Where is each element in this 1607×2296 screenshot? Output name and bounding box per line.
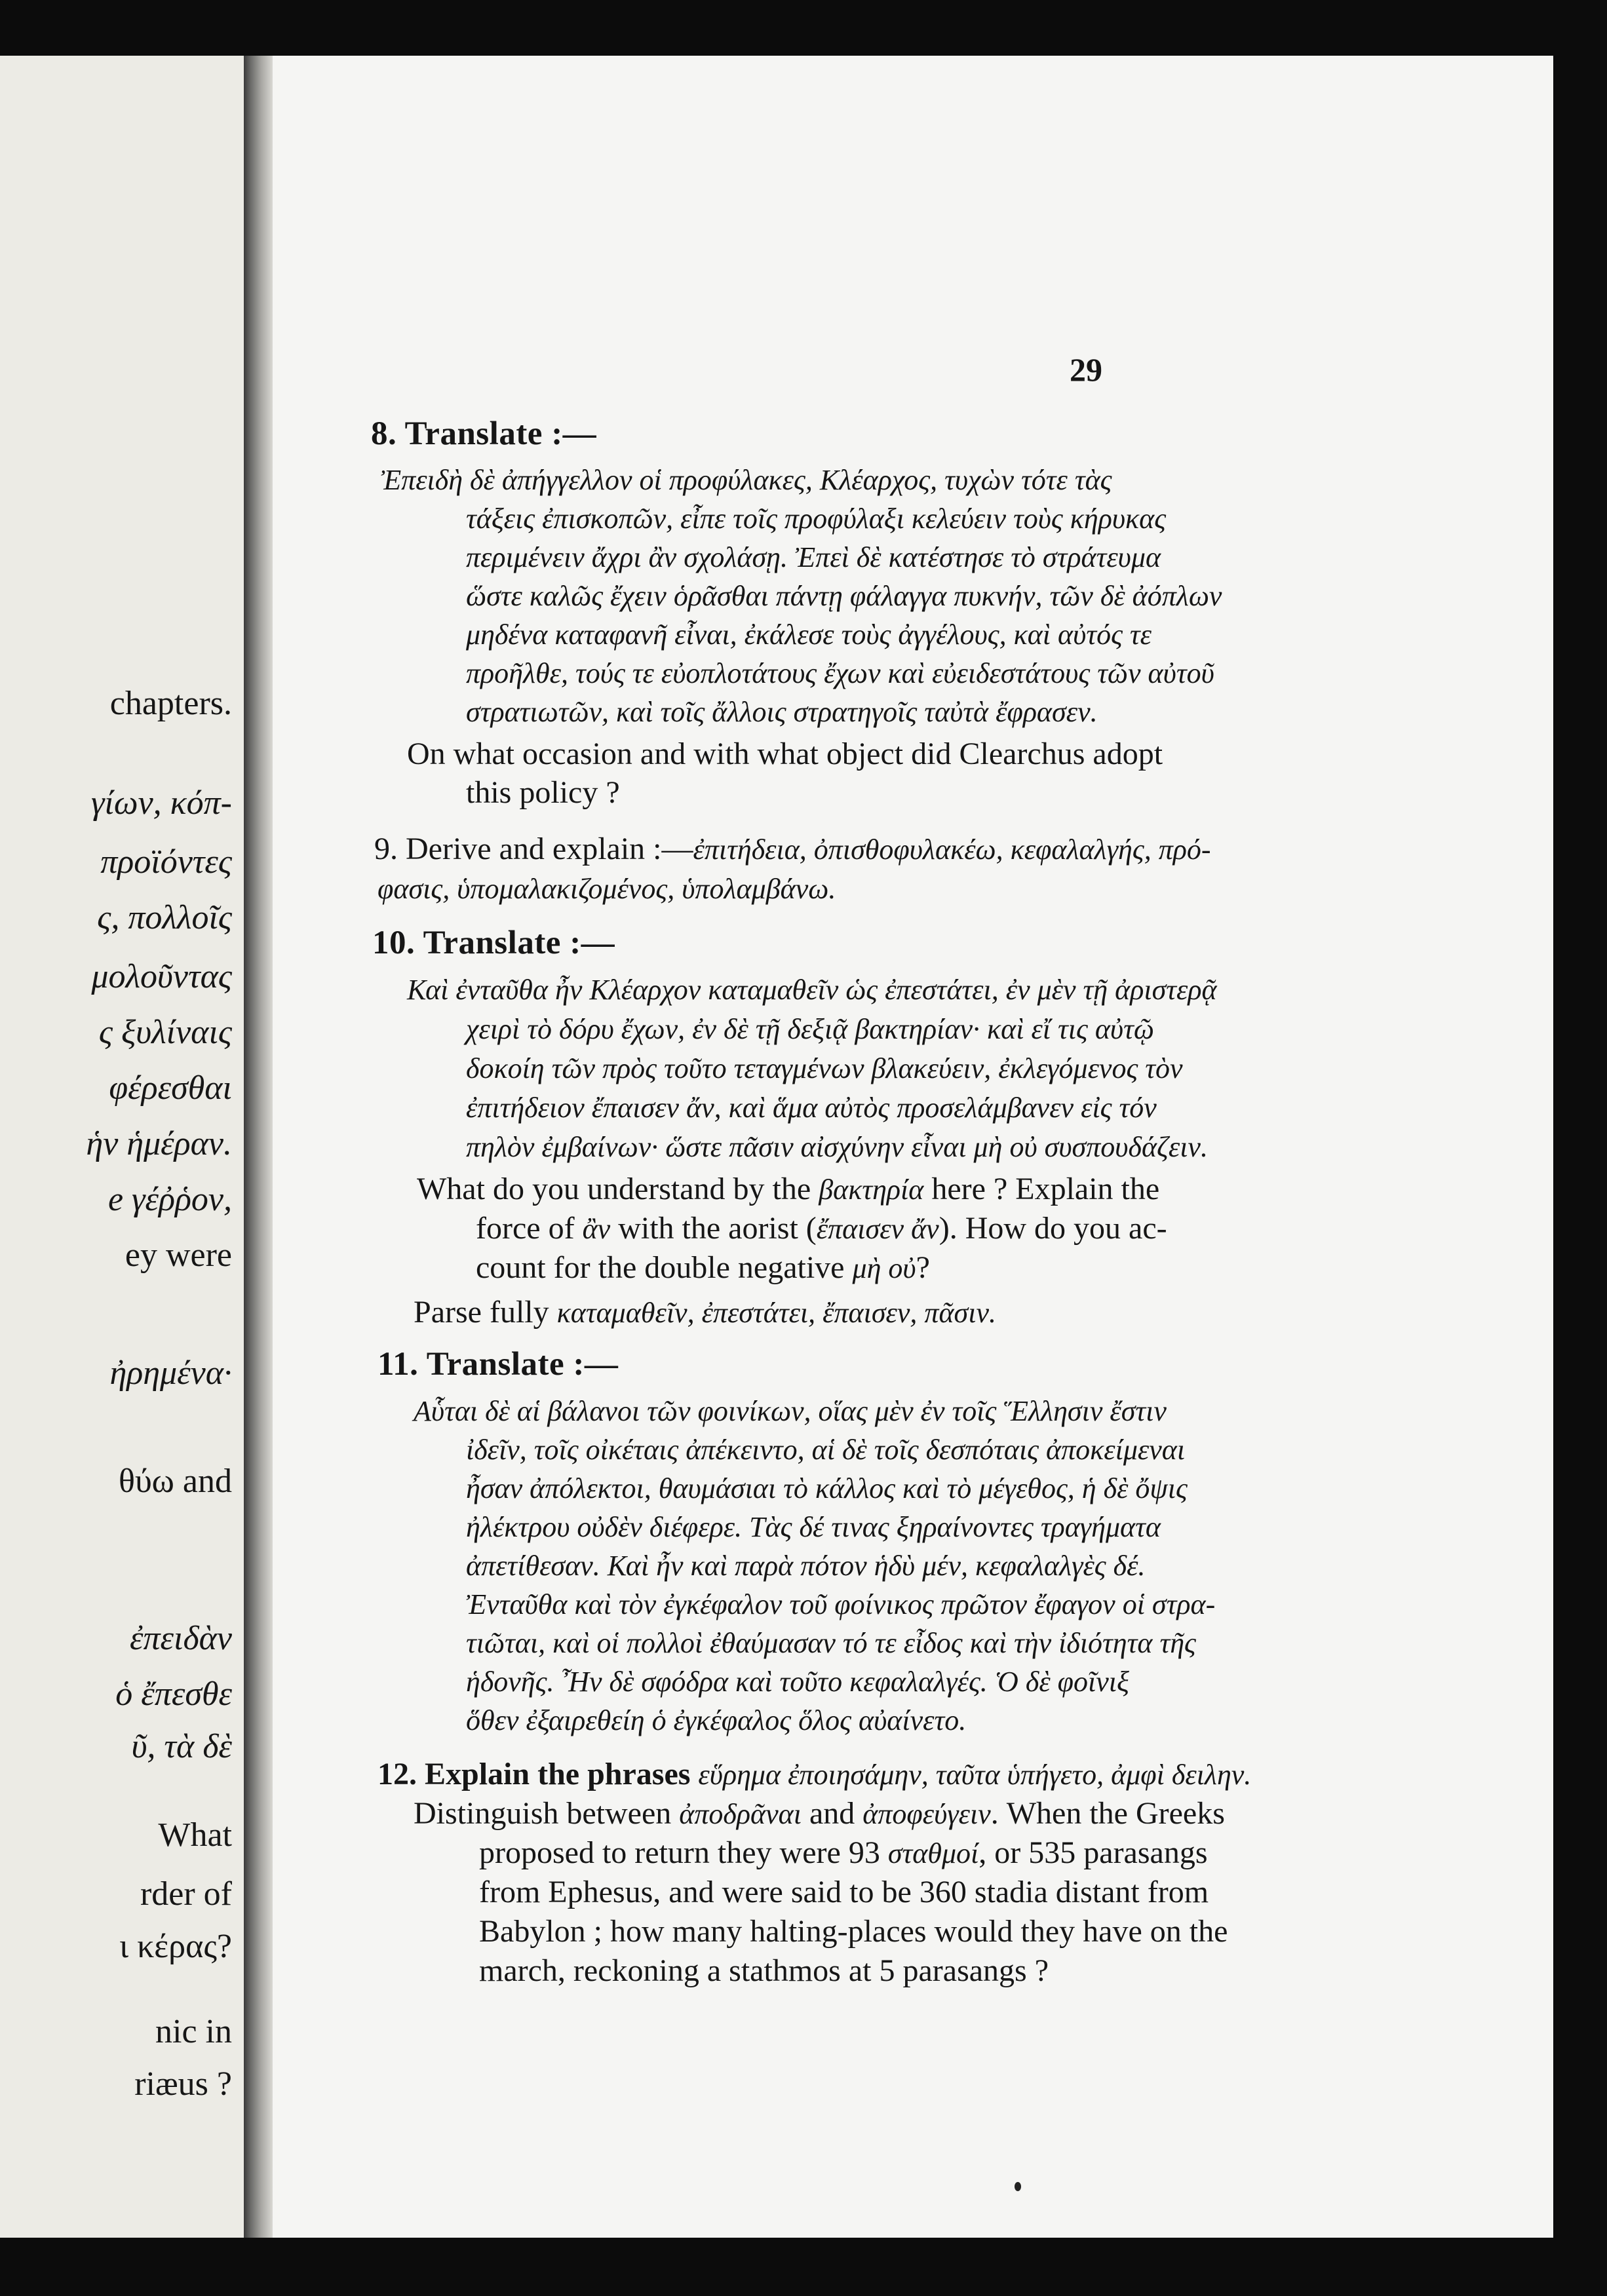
- q12-phrases: εὕρημα ἐποιησάμην, ταῦτα ὑπήγετο, ἀμφὶ δειλην.: [698, 1759, 1252, 1791]
- q10-text: Parse fully: [414, 1295, 557, 1330]
- left-fragment: chapters.: [109, 685, 232, 722]
- left-fragment: ι κέρας?: [119, 1928, 232, 1965]
- left-fragment: ey were: [125, 1236, 232, 1274]
- q9-lead: 9. Derive and explain :—: [374, 832, 693, 866]
- left-fragment: προϊόντες: [100, 843, 232, 881]
- q10-text: ). How do you ac-: [939, 1211, 1167, 1246]
- q11-greek-line: ὅθεν ἐξαιρεθείη ὁ ἐγκέφαλος ὅλος αὐαίνετο.: [466, 1704, 967, 1736]
- left-fragment: γίων, κόπ-: [90, 784, 232, 822]
- q11-greek-line: ἠλέκτρου οὐδὲν διέφερε. Τὰς δέ τινας ξηραίνοντες τραγήματα: [466, 1511, 1161, 1543]
- book-gutter: [244, 56, 273, 2238]
- q12-greek-term: σταθμοί: [887, 1837, 979, 1869]
- q8-greek-line: τάξεις ἐπισκοπῶν, εἶπε τοῖς προφύλαξι κελεύειν τοὺς κήρυκας: [466, 503, 1167, 535]
- q11-greek-line: τιῶται, καὶ οἱ πολλοὶ ἐθαύμασαν τό τε εἶδος καὶ τὴν ἰδιότητα τῆς: [466, 1627, 1196, 1659]
- left-fragment: μολοῦντας: [91, 958, 232, 995]
- left-fragment: rder of: [140, 1875, 232, 1913]
- q10-text: here ? Explain the: [923, 1172, 1160, 1206]
- left-fragment: φέρεσθαι: [109, 1069, 232, 1107]
- q12-text: . When the Greeks: [990, 1796, 1225, 1831]
- q10-parse-line: [414, 1294, 996, 1330]
- q12-lead: 12. Explain the phrases: [378, 1757, 699, 1791]
- q12-line: from Ephesus, and were said to be 360 stadia distant from: [479, 1875, 1209, 1909]
- q10-greek-term: μὴ οὐ: [852, 1252, 916, 1284]
- q12-line: [479, 1835, 1208, 1871]
- q10-greek-term: ἂν: [582, 1213, 611, 1245]
- q8-question-line: this policy ?: [466, 775, 620, 810]
- page-number: 29: [1070, 351, 1102, 388]
- q10-greek-line: δοκοίη τῶν πρὸς τοῦτο τεταγμένων βλακεύειν, ἐκλεγόμενος τὸν: [466, 1052, 1183, 1084]
- q10-question-line: [476, 1250, 930, 1286]
- q10-greek-term: βακτηρία: [819, 1174, 924, 1206]
- q10-heading: 10. Translate :—: [372, 925, 615, 961]
- left-fragment: e γέῤῥον,: [107, 1181, 232, 1218]
- left-fragment: ῦ, τὰ δὲ: [131, 1728, 232, 1765]
- left-fragment: What: [158, 1816, 232, 1854]
- q11-heading: 11. Translate :—: [378, 1346, 619, 1383]
- q11-greek-line: Ἐνταῦθα καὶ τὸν ἐγκέφαλον τοῦ φοίνικος πρῶτον ἔφαγον οἱ στρα-: [466, 1588, 1216, 1620]
- q12-line: march, reckoning a stathmos at 5 parasangs ?: [479, 1953, 1049, 1988]
- q10-greek-line: ἐπιτήδειον ἔπαισεν ἄν, καὶ ἅμα αὐτὸς προσελάμβανεν εἰς τόν: [466, 1092, 1157, 1124]
- left-fragment: ς, πολλοῖς: [97, 899, 232, 936]
- q10-greek-term: καταμαθεῖν, ἐπεστάτει, ἔπαισεν, πᾶσιν.: [556, 1297, 997, 1329]
- q12-line: [414, 1795, 1225, 1831]
- q11-greek-line: ἰδεῖν, τοῖς οἰκέταις ἀπέκειντο, αἱ δὲ τοῖς δεσπόταις ἀποκείμεναι: [466, 1434, 1186, 1466]
- q8-heading: 8. Translate :—: [371, 415, 597, 452]
- q10-greek-line: χειρὶ τὸ δόρυ ἔχων, ἐν δὲ τῇ δεξιᾷ βακτηρίαν· καὶ εἴ τις αὐτῷ: [466, 1013, 1154, 1045]
- q8-greek-line: Ἐπειδὴ δὲ ἀπήγγελλον οἱ προφύλακες, Κλέαρχος, τυχὼν τότε τὰς: [381, 464, 1112, 496]
- q12-text: , or 535 parasangs: [978, 1835, 1208, 1870]
- q10-text: What do you understand by the: [417, 1172, 819, 1206]
- q12-text: proposed to return they were 93: [479, 1835, 888, 1870]
- left-fragment: riæus ?: [134, 2065, 232, 2103]
- q8-question-line: On what occasion and with what object did Clearchus adopt: [407, 737, 1163, 771]
- q9-words: ἐπιτήδεια, ὀπισθοφυλακέω, κεφαλαλγής, πρό-: [693, 833, 1211, 866]
- q12-greek-term: ἀποφεύγειν: [862, 1798, 991, 1830]
- q10-text: force of: [476, 1211, 583, 1246]
- q8-greek-line: ὥστε καλῶς ἔχειν ὁρᾶσθαι πάντῃ φάλαγγα πυκνήν, τῶν δὲ ἀόπλων: [466, 580, 1222, 612]
- q10-greek-line: πηλὸν ἐμβαίνων· ὥστε πᾶσιν αἰσχύνην εἶναι μὴ οὐ συσπουδάζειν.: [466, 1131, 1208, 1163]
- facing-page-fragment: [0, 56, 244, 2238]
- q10-text: ?: [916, 1250, 930, 1285]
- q10-greek-line: Καὶ ἐνταῦθα ἦν Κλέαρχον καταμαθεῖν ὡς ἐπεστάτει, ἐν μὲν τῇ ἀριστερᾷ: [407, 974, 1217, 1006]
- q8-greek-line: περιμένειν ἄχρι ἂν σχολάσῃ. Ἐπεὶ δὲ κατέστησε τὸ στράτευμα: [466, 541, 1161, 573]
- q8-greek-line: στρατιωτῶν, καὶ τοῖς ἄλλοις στρατηγοῖς ταὐτὰ ἔφρασεν.: [466, 696, 1098, 728]
- q10-text: with the aorist (: [610, 1211, 817, 1246]
- q12-line: Babylon ; how many halting-places would they have on the: [479, 1914, 1228, 1949]
- q12-text: and: [801, 1796, 863, 1831]
- q10-greek-term: ἔπαισεν ἄν: [816, 1213, 939, 1245]
- left-fragment: nic in: [155, 2013, 232, 2050]
- q8-greek-line: προῆλθε, τούς τε εὐοπλοτάτους ἔχων καὶ εὐειδεστάτους τῶν αὐτοῦ: [466, 657, 1214, 689]
- main-page: [273, 56, 1553, 2238]
- left-fragment: ἐπειδὰν: [129, 1620, 232, 1657]
- q12-text: Distinguish between: [414, 1796, 680, 1831]
- q8-greek-line: μηδένα καταφανῆ εἶναι, ἐκάλεσε τοὺς ἀγγέλους, καὶ αὐτός τε: [466, 619, 1152, 651]
- left-fragment: ἡν ἡμέραν.: [86, 1125, 232, 1162]
- q10-question-line: [417, 1171, 1159, 1207]
- left-fragment: ὁ ἔπεσθε: [115, 1675, 232, 1713]
- left-fragment: θύω and: [119, 1463, 232, 1500]
- ink-speck: [1015, 2182, 1021, 2191]
- q9-words-cont: φασις, ὑπομαλακιζομένος, ὑπολαμβάνω.: [378, 873, 836, 905]
- q11-greek-line: Αὗται δὲ αἱ βάλανοι τῶν φοινίκων, οἵας μὲν ἐν τοῖς Ἕλλησιν ἔστιν: [414, 1395, 1167, 1427]
- left-fragment: ς ξυλίναις: [98, 1014, 232, 1051]
- q11-greek-line: ἀπετίθεσαν. Καὶ ἦν καὶ παρὰ πότον ἡδὺ μέν, κεφαλαλγὲς δέ.: [466, 1550, 1146, 1582]
- q10-text: count for the double negative: [476, 1250, 853, 1285]
- q12-greek-term: ἀποδρᾶναι: [679, 1798, 802, 1830]
- q11-greek-line: ἦσαν ἀπόλεκτοι, θαυμάσιαι τὸ κάλλος καὶ τὸ μέγεθος, ἡ δὲ ὄψις: [466, 1472, 1188, 1504]
- left-fragment: ἠρημένα·: [109, 1354, 232, 1392]
- q12-line: [378, 1756, 1251, 1792]
- q11-greek-line: ἡδονῆς. Ἦν δὲ σφόδρα καὶ τοῦτο κεφαλαλγές. Ὁ δὲ φοῖνιξ: [466, 1666, 1129, 1698]
- q9-line: [374, 831, 1211, 867]
- q10-question-line: [476, 1210, 1167, 1246]
